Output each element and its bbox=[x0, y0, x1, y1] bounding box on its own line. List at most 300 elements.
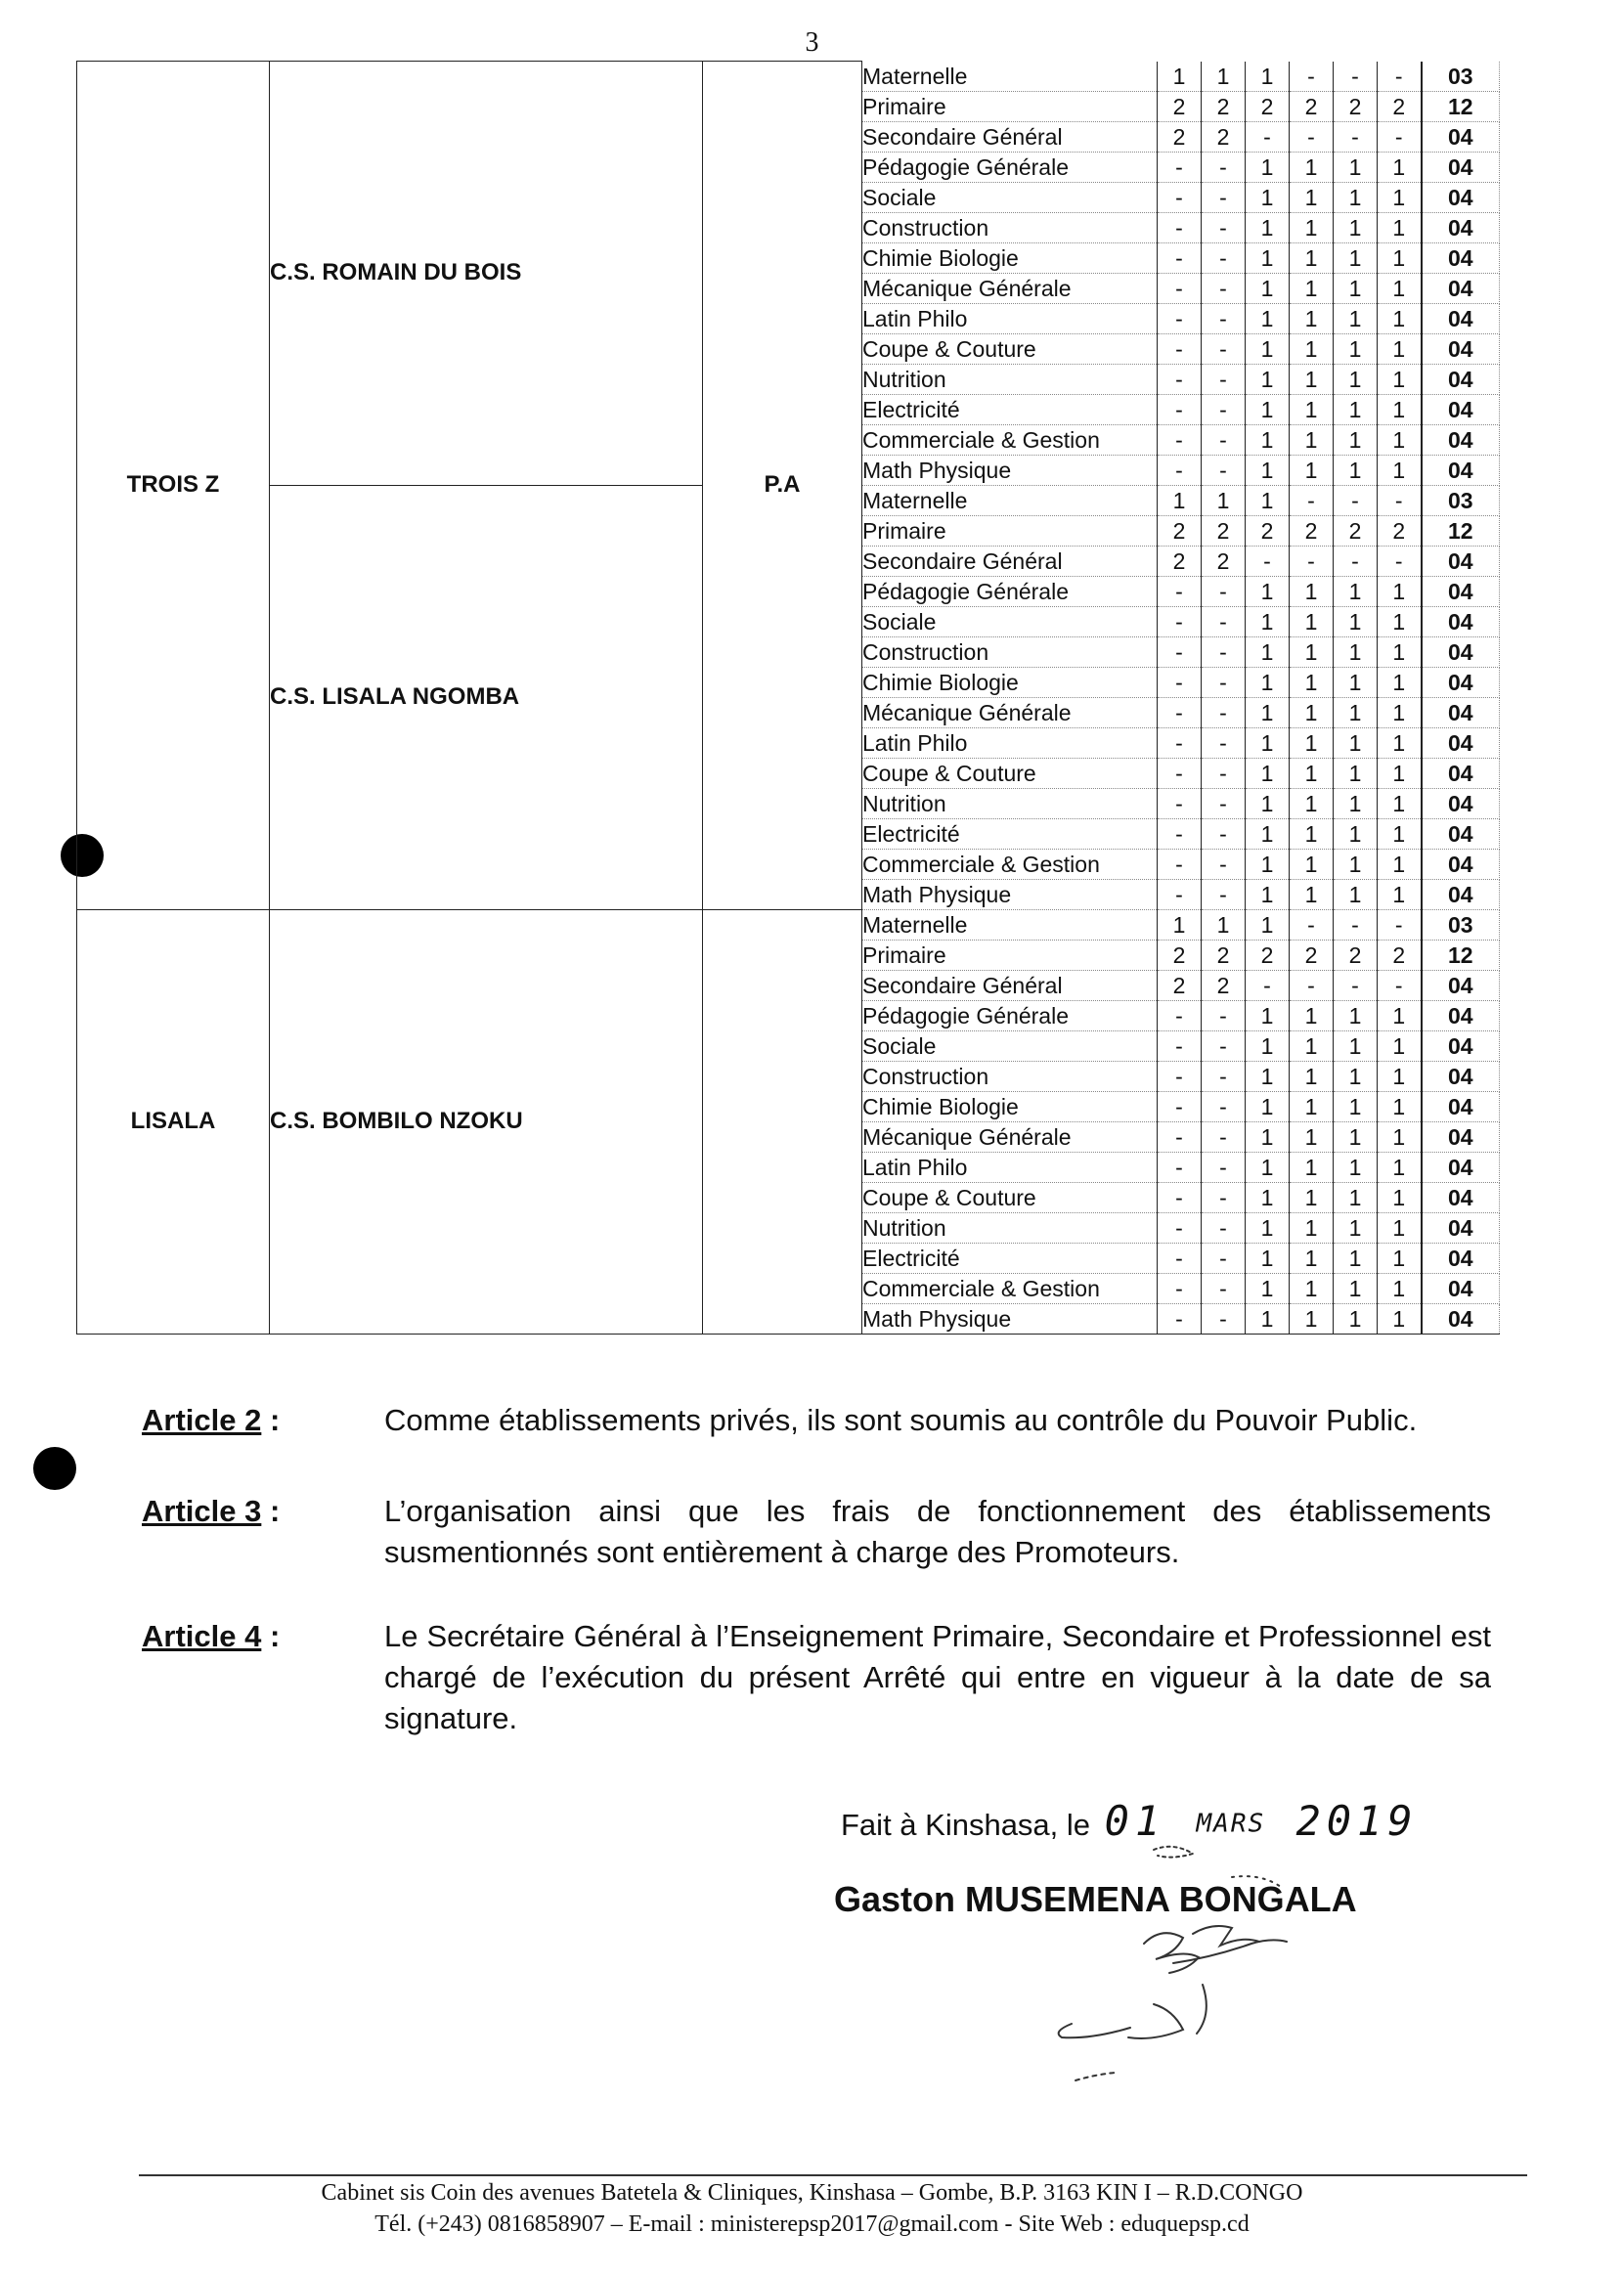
total-cell: 04 bbox=[1422, 364, 1500, 394]
school-name: C.S. LISALA NGOMBA bbox=[270, 485, 703, 909]
footer-contact: Tél. (+243) 0816858907 – E-mail : ministerepsp2017@gmail.com - Site Web : eduquepsp.cd bbox=[374, 2211, 1250, 2237]
class-count-cell: - bbox=[1202, 455, 1246, 485]
class-count-cell: 1 bbox=[1378, 242, 1422, 273]
total-cell: 04 bbox=[1422, 606, 1500, 636]
class-count-cell: 1 bbox=[1334, 242, 1378, 273]
article-label: Article 4 : bbox=[142, 1619, 281, 1653]
section-name: Primaire bbox=[862, 940, 1158, 970]
class-count-cell: 1 bbox=[1334, 1303, 1378, 1334]
class-count-cell: - bbox=[1158, 303, 1202, 333]
class-count-cell: 1 bbox=[1334, 697, 1378, 727]
class-count-cell: - bbox=[1202, 1303, 1246, 1334]
article-label: Article 2 : bbox=[142, 1403, 281, 1437]
ownership-type bbox=[703, 909, 862, 1334]
total-cell: 04 bbox=[1422, 818, 1500, 849]
article-2 bbox=[142, 1400, 1491, 1441]
section-name: Mécanique Générale bbox=[862, 697, 1158, 727]
handwritten-signature bbox=[1007, 1838, 1330, 2112]
class-count-cell: - bbox=[1158, 1091, 1202, 1121]
class-count-cell: 2 bbox=[1246, 515, 1290, 546]
class-count-cell: - bbox=[1202, 1121, 1246, 1152]
total-cell: 12 bbox=[1422, 515, 1500, 546]
section-name: Primaire bbox=[862, 91, 1158, 121]
section-name: Nutrition bbox=[862, 364, 1158, 394]
class-count-cell: - bbox=[1158, 1182, 1202, 1212]
class-count-cell: 2 bbox=[1158, 515, 1202, 546]
class-count-cell: - bbox=[1202, 758, 1246, 788]
school-name: C.S. ROMAIN DU BOIS bbox=[270, 62, 703, 486]
class-count-cell: 1 bbox=[1334, 1152, 1378, 1182]
section-name: Secondaire Général bbox=[862, 121, 1158, 152]
class-count-cell: 1 bbox=[1246, 1091, 1290, 1121]
class-count-cell: - bbox=[1158, 182, 1202, 212]
class-count-cell: 1 bbox=[1334, 394, 1378, 424]
class-count-cell: 1 bbox=[1246, 1121, 1290, 1152]
class-count-cell: - bbox=[1202, 424, 1246, 455]
total-cell: 04 bbox=[1422, 636, 1500, 667]
class-count-cell: 1 bbox=[1334, 152, 1378, 182]
class-count-cell: 1 bbox=[1290, 1273, 1334, 1303]
section-name: Electricité bbox=[862, 1243, 1158, 1273]
section-name: Maternelle bbox=[862, 62, 1158, 92]
class-count-cell: - bbox=[1202, 1212, 1246, 1243]
total-cell: 04 bbox=[1422, 152, 1500, 182]
section-name: Latin Philo bbox=[862, 1152, 1158, 1182]
total-cell: 04 bbox=[1422, 424, 1500, 455]
class-count-cell: - bbox=[1202, 333, 1246, 364]
total-cell: 04 bbox=[1422, 1243, 1500, 1273]
ownership-type: P.A bbox=[703, 62, 862, 910]
school-programs-table bbox=[76, 61, 1500, 1335]
section-name: Electricité bbox=[862, 394, 1158, 424]
class-count-cell: - bbox=[1290, 121, 1334, 152]
class-count-cell: 1 bbox=[1290, 394, 1334, 424]
total-cell: 04 bbox=[1422, 303, 1500, 333]
class-count-cell: - bbox=[1246, 970, 1290, 1000]
class-count-cell: 1 bbox=[1334, 576, 1378, 606]
section-name: Electricité bbox=[862, 818, 1158, 849]
class-count-cell: 1 bbox=[1290, 242, 1334, 273]
section-name: Sociale bbox=[862, 606, 1158, 636]
class-count-cell: - bbox=[1202, 1243, 1246, 1273]
class-count-cell: - bbox=[1158, 1303, 1202, 1334]
class-count-cell: 2 bbox=[1158, 546, 1202, 576]
class-count-cell: 1 bbox=[1378, 1091, 1422, 1121]
total-cell: 04 bbox=[1422, 273, 1500, 303]
class-count-cell: 1 bbox=[1290, 1212, 1334, 1243]
total-cell: 04 bbox=[1422, 121, 1500, 152]
total-cell: 04 bbox=[1422, 455, 1500, 485]
class-count-cell: 1 bbox=[1378, 182, 1422, 212]
class-count-cell: 1 bbox=[1290, 1061, 1334, 1091]
class-count-cell: - bbox=[1334, 970, 1378, 1000]
class-count-cell: 1 bbox=[1246, 333, 1290, 364]
class-count-cell: - bbox=[1290, 970, 1334, 1000]
class-count-cell: - bbox=[1158, 364, 1202, 394]
class-count-cell: - bbox=[1378, 970, 1422, 1000]
class-count-cell: - bbox=[1158, 1030, 1202, 1061]
class-count-cell: 1 bbox=[1378, 212, 1422, 242]
class-count-cell: 1 bbox=[1246, 485, 1290, 515]
class-count-cell: - bbox=[1378, 546, 1422, 576]
class-count-cell: 2 bbox=[1378, 91, 1422, 121]
class-count-cell: - bbox=[1202, 788, 1246, 818]
class-count-cell: - bbox=[1202, 667, 1246, 697]
class-count-cell: 1 bbox=[1334, 758, 1378, 788]
article-3 bbox=[142, 1491, 1491, 1573]
class-count-cell: - bbox=[1202, 1000, 1246, 1030]
total-cell: 04 bbox=[1422, 667, 1500, 697]
class-count-cell: 2 bbox=[1246, 91, 1290, 121]
class-count-cell: 1 bbox=[1334, 849, 1378, 879]
total-cell: 04 bbox=[1422, 212, 1500, 242]
class-count-cell: 1 bbox=[1246, 455, 1290, 485]
class-count-cell: - bbox=[1158, 636, 1202, 667]
class-count-cell: 1 bbox=[1378, 273, 1422, 303]
total-cell: 03 bbox=[1422, 909, 1500, 940]
class-count-cell: 1 bbox=[1246, 1273, 1290, 1303]
class-count-cell: 1 bbox=[1290, 364, 1334, 394]
class-count-cell: - bbox=[1158, 727, 1202, 758]
class-count-cell: 1 bbox=[1290, 273, 1334, 303]
class-count-cell: 1 bbox=[1378, 849, 1422, 879]
class-count-cell: 1 bbox=[1378, 879, 1422, 909]
class-count-cell: - bbox=[1202, 879, 1246, 909]
class-count-cell: - bbox=[1334, 121, 1378, 152]
section-name: Maternelle bbox=[862, 485, 1158, 515]
class-count-cell: 2 bbox=[1202, 91, 1246, 121]
class-count-cell: - bbox=[1202, 182, 1246, 212]
class-count-cell: 1 bbox=[1290, 727, 1334, 758]
class-count-cell: - bbox=[1334, 546, 1378, 576]
class-count-cell: 1 bbox=[1246, 182, 1290, 212]
class-count-cell: 2 bbox=[1158, 121, 1202, 152]
class-count-cell: 1 bbox=[1290, 455, 1334, 485]
class-count-cell: - bbox=[1202, 212, 1246, 242]
class-count-cell: 1 bbox=[1246, 576, 1290, 606]
class-count-cell: 1 bbox=[1334, 1273, 1378, 1303]
class-count-cell: 1 bbox=[1334, 1212, 1378, 1243]
class-count-cell: 2 bbox=[1290, 515, 1334, 546]
class-count-cell: - bbox=[1202, 394, 1246, 424]
class-count-cell: - bbox=[1246, 546, 1290, 576]
class-count-cell: 1 bbox=[1158, 62, 1202, 92]
total-cell: 04 bbox=[1422, 727, 1500, 758]
total-cell: 04 bbox=[1422, 1303, 1500, 1334]
class-count-cell: - bbox=[1202, 303, 1246, 333]
class-count-cell: 2 bbox=[1334, 515, 1378, 546]
class-count-cell: - bbox=[1158, 394, 1202, 424]
class-count-cell: - bbox=[1202, 697, 1246, 727]
class-count-cell: 1 bbox=[1246, 1030, 1290, 1061]
class-count-cell: - bbox=[1202, 576, 1246, 606]
class-count-cell: 1 bbox=[1246, 242, 1290, 273]
section-name: Chimie Biologie bbox=[862, 242, 1158, 273]
class-count-cell: 1 bbox=[1290, 333, 1334, 364]
class-count-cell: - bbox=[1378, 485, 1422, 515]
class-count-cell: 1 bbox=[1334, 788, 1378, 818]
class-count-cell: 1 bbox=[1246, 849, 1290, 879]
section-name: Maternelle bbox=[862, 909, 1158, 940]
class-count-cell: - bbox=[1158, 1061, 1202, 1091]
class-count-cell: - bbox=[1202, 1030, 1246, 1061]
section-name: Sociale bbox=[862, 182, 1158, 212]
class-count-cell: - bbox=[1158, 576, 1202, 606]
class-count-cell: 1 bbox=[1290, 1152, 1334, 1182]
class-count-cell: 1 bbox=[1290, 182, 1334, 212]
class-count-cell: 1 bbox=[1378, 818, 1422, 849]
class-count-cell: 2 bbox=[1202, 970, 1246, 1000]
class-count-cell: 1 bbox=[1246, 424, 1290, 455]
class-count-cell: 1 bbox=[1378, 1182, 1422, 1212]
class-count-cell: 1 bbox=[1378, 697, 1422, 727]
class-count-cell: 1 bbox=[1246, 364, 1290, 394]
class-count-cell: - bbox=[1202, 152, 1246, 182]
class-count-cell: - bbox=[1202, 242, 1246, 273]
total-cell: 04 bbox=[1422, 242, 1500, 273]
class-count-cell: 2 bbox=[1378, 940, 1422, 970]
class-count-cell: 1 bbox=[1334, 333, 1378, 364]
class-count-cell: 1 bbox=[1378, 1303, 1422, 1334]
total-cell: 03 bbox=[1422, 62, 1500, 92]
class-count-cell: 1 bbox=[1246, 1303, 1290, 1334]
class-count-cell: 1 bbox=[1202, 485, 1246, 515]
class-count-cell: 1 bbox=[1290, 1182, 1334, 1212]
section-name: Math Physique bbox=[862, 1303, 1158, 1334]
table-row bbox=[77, 62, 1500, 92]
class-count-cell: 1 bbox=[1378, 152, 1422, 182]
class-count-cell: - bbox=[1158, 1121, 1202, 1152]
class-count-cell: - bbox=[1158, 242, 1202, 273]
class-count-cell: 1 bbox=[1290, 667, 1334, 697]
class-count-cell: 1 bbox=[1378, 1061, 1422, 1091]
class-count-cell: - bbox=[1158, 1152, 1202, 1182]
region-name: TROIS Z bbox=[77, 62, 270, 910]
class-count-cell: 1 bbox=[1378, 1243, 1422, 1273]
class-count-cell: 1 bbox=[1246, 62, 1290, 92]
total-cell: 04 bbox=[1422, 879, 1500, 909]
class-count-cell: - bbox=[1378, 909, 1422, 940]
class-count-cell: 1 bbox=[1290, 1030, 1334, 1061]
class-count-cell: - bbox=[1202, 1273, 1246, 1303]
class-count-cell: 2 bbox=[1334, 940, 1378, 970]
class-count-cell: - bbox=[1378, 62, 1422, 92]
total-cell: 04 bbox=[1422, 1182, 1500, 1212]
class-count-cell: 1 bbox=[1378, 1121, 1422, 1152]
class-count-cell: - bbox=[1202, 1182, 1246, 1212]
class-count-cell: - bbox=[1290, 485, 1334, 515]
class-count-cell: 1 bbox=[1246, 1243, 1290, 1273]
class-count-cell: 1 bbox=[1378, 1152, 1422, 1182]
class-count-cell: 1 bbox=[1334, 1030, 1378, 1061]
section-name: Commerciale & Gestion bbox=[862, 424, 1158, 455]
class-count-cell: 1 bbox=[1202, 62, 1246, 92]
class-count-cell: 1 bbox=[1378, 606, 1422, 636]
class-count-cell: - bbox=[1202, 818, 1246, 849]
class-count-cell: 1 bbox=[1246, 1182, 1290, 1212]
class-count-cell: 1 bbox=[1290, 1243, 1334, 1273]
class-count-cell: - bbox=[1202, 849, 1246, 879]
class-count-cell: 1 bbox=[1334, 364, 1378, 394]
class-count-cell: 1 bbox=[1334, 1061, 1378, 1091]
table-row bbox=[77, 909, 1500, 940]
article-text: Le Secrétaire Général à l’Enseignement Primaire, Secondaire et Professionnel est chargé de l’exécution du présent Arrêté qui entre en vigueur à la date de sa signature. bbox=[384, 1619, 1491, 1735]
class-count-cell: 2 bbox=[1202, 940, 1246, 970]
class-count-cell: 1 bbox=[1378, 788, 1422, 818]
class-count-cell: - bbox=[1334, 485, 1378, 515]
class-count-cell: - bbox=[1158, 879, 1202, 909]
class-count-cell: 1 bbox=[1290, 636, 1334, 667]
class-count-cell: 1 bbox=[1290, 303, 1334, 333]
article-text: L’organisation ainsi que les frais de fonctionnement des établissements susmentionnés sont entièrement à charge des Promoteurs. bbox=[384, 1494, 1491, 1569]
section-name: Pédagogie Générale bbox=[862, 1000, 1158, 1030]
section-name: Mécanique Générale bbox=[862, 1121, 1158, 1152]
class-count-cell: - bbox=[1158, 818, 1202, 849]
total-cell: 04 bbox=[1422, 576, 1500, 606]
section-name: Math Physique bbox=[862, 455, 1158, 485]
class-count-cell: 1 bbox=[1290, 424, 1334, 455]
total-cell: 04 bbox=[1422, 182, 1500, 212]
class-count-cell: - bbox=[1202, 606, 1246, 636]
section-name: Coupe & Couture bbox=[862, 1182, 1158, 1212]
class-count-cell: 1 bbox=[1334, 879, 1378, 909]
section-name: Secondaire Général bbox=[862, 546, 1158, 576]
total-cell: 04 bbox=[1422, 1030, 1500, 1061]
total-cell: 12 bbox=[1422, 940, 1500, 970]
class-count-cell: 1 bbox=[1334, 606, 1378, 636]
class-count-cell: 1 bbox=[1378, 455, 1422, 485]
class-count-cell: 1 bbox=[1246, 909, 1290, 940]
class-count-cell: 1 bbox=[1378, 333, 1422, 364]
class-count-cell: 2 bbox=[1202, 515, 1246, 546]
class-count-cell: 1 bbox=[1290, 1000, 1334, 1030]
class-count-cell: 1 bbox=[1334, 667, 1378, 697]
class-count-cell: - bbox=[1290, 909, 1334, 940]
class-count-cell: 1 bbox=[1290, 758, 1334, 788]
class-count-cell: - bbox=[1158, 788, 1202, 818]
class-count-cell: 1 bbox=[1246, 788, 1290, 818]
class-count-cell: 1 bbox=[1334, 424, 1378, 455]
total-cell: 04 bbox=[1422, 697, 1500, 727]
section-name: Coupe & Couture bbox=[862, 333, 1158, 364]
class-count-cell: - bbox=[1158, 152, 1202, 182]
section-name: Commerciale & Gestion bbox=[862, 1273, 1158, 1303]
class-count-cell: 1 bbox=[1378, 758, 1422, 788]
class-count-cell: 1 bbox=[1378, 1212, 1422, 1243]
total-cell: 04 bbox=[1422, 1061, 1500, 1091]
total-cell: 04 bbox=[1422, 394, 1500, 424]
region-name: LISALA bbox=[77, 909, 270, 1334]
section-name: Construction bbox=[862, 636, 1158, 667]
total-cell: 04 bbox=[1422, 546, 1500, 576]
total-cell: 04 bbox=[1422, 758, 1500, 788]
class-count-cell: 1 bbox=[1246, 273, 1290, 303]
section-name: Nutrition bbox=[862, 788, 1158, 818]
article-label: Article 3 : bbox=[142, 1494, 281, 1528]
class-count-cell: 1 bbox=[1334, 727, 1378, 758]
class-count-cell: 1 bbox=[1246, 727, 1290, 758]
class-count-cell: 1 bbox=[1334, 818, 1378, 849]
class-count-cell: 1 bbox=[1246, 758, 1290, 788]
section-name: Latin Philo bbox=[862, 303, 1158, 333]
footer-rule bbox=[139, 2174, 1527, 2176]
class-count-cell: 1 bbox=[1334, 1121, 1378, 1152]
class-count-cell: - bbox=[1158, 606, 1202, 636]
total-cell: 04 bbox=[1422, 1152, 1500, 1182]
class-count-cell: 1 bbox=[1246, 636, 1290, 667]
class-count-cell: - bbox=[1158, 333, 1202, 364]
class-count-cell: 1 bbox=[1158, 485, 1202, 515]
class-count-cell: 1 bbox=[1246, 394, 1290, 424]
article-4 bbox=[142, 1616, 1491, 1739]
class-count-cell: 1 bbox=[1290, 212, 1334, 242]
section-name: Sociale bbox=[862, 1030, 1158, 1061]
class-count-cell: 1 bbox=[1290, 576, 1334, 606]
section-name: Nutrition bbox=[862, 1212, 1158, 1243]
class-count-cell: 1 bbox=[1334, 1182, 1378, 1212]
footer-address: Cabinet sis Coin des avenues Batetela & Cliniques, Kinshasa – Gombe, B.P. 3163 KIN I – R.D.CONGO bbox=[321, 2180, 1303, 2206]
class-count-cell: 1 bbox=[1290, 606, 1334, 636]
class-count-cell: - bbox=[1158, 1000, 1202, 1030]
class-count-cell: 1 bbox=[1378, 394, 1422, 424]
class-count-cell: - bbox=[1158, 697, 1202, 727]
class-count-cell: 1 bbox=[1246, 1000, 1290, 1030]
total-cell: 04 bbox=[1422, 1091, 1500, 1121]
class-count-cell: - bbox=[1290, 62, 1334, 92]
total-cell: 04 bbox=[1422, 1000, 1500, 1030]
class-count-cell: 1 bbox=[1246, 667, 1290, 697]
class-count-cell: - bbox=[1158, 1243, 1202, 1273]
handwritten-date: 01 MARS 2019 bbox=[1104, 1797, 1419, 1845]
class-count-cell: - bbox=[1158, 1212, 1202, 1243]
section-name: Chimie Biologie bbox=[862, 1091, 1158, 1121]
class-count-cell: - bbox=[1158, 758, 1202, 788]
class-count-cell: 2 bbox=[1378, 515, 1422, 546]
class-count-cell: 1 bbox=[1334, 455, 1378, 485]
class-count-cell: 1 bbox=[1246, 879, 1290, 909]
article-text: Comme établissements privés, ils sont soumis au contrôle du Pouvoir Public. bbox=[384, 1403, 1418, 1437]
section-name: Construction bbox=[862, 1061, 1158, 1091]
section-name: Primaire bbox=[862, 515, 1158, 546]
class-count-cell: - bbox=[1158, 273, 1202, 303]
class-count-cell: 1 bbox=[1246, 697, 1290, 727]
class-count-cell: 1 bbox=[1202, 909, 1246, 940]
class-count-cell: 1 bbox=[1334, 182, 1378, 212]
class-count-cell: 1 bbox=[1290, 152, 1334, 182]
class-count-cell: 1 bbox=[1290, 697, 1334, 727]
total-cell: 12 bbox=[1422, 91, 1500, 121]
class-count-cell: 1 bbox=[1378, 424, 1422, 455]
class-count-cell: 1 bbox=[1290, 879, 1334, 909]
class-count-cell: - bbox=[1290, 546, 1334, 576]
class-count-cell: 2 bbox=[1290, 91, 1334, 121]
class-count-cell: 1 bbox=[1334, 1243, 1378, 1273]
class-count-cell: - bbox=[1334, 62, 1378, 92]
class-count-cell: - bbox=[1158, 667, 1202, 697]
class-count-cell: 1 bbox=[1378, 364, 1422, 394]
class-count-cell: 1 bbox=[1246, 1212, 1290, 1243]
class-count-cell: 1 bbox=[1246, 303, 1290, 333]
class-count-cell: 1 bbox=[1246, 152, 1290, 182]
class-count-cell: 2 bbox=[1158, 970, 1202, 1000]
class-count-cell: 2 bbox=[1158, 91, 1202, 121]
class-count-cell: 1 bbox=[1334, 1091, 1378, 1121]
class-count-cell: 1 bbox=[1158, 909, 1202, 940]
class-count-cell: 2 bbox=[1334, 91, 1378, 121]
place-text: Fait à Kinshasa, le bbox=[841, 1808, 1091, 1842]
class-count-cell: - bbox=[1202, 364, 1246, 394]
class-count-cell: 1 bbox=[1378, 1000, 1422, 1030]
